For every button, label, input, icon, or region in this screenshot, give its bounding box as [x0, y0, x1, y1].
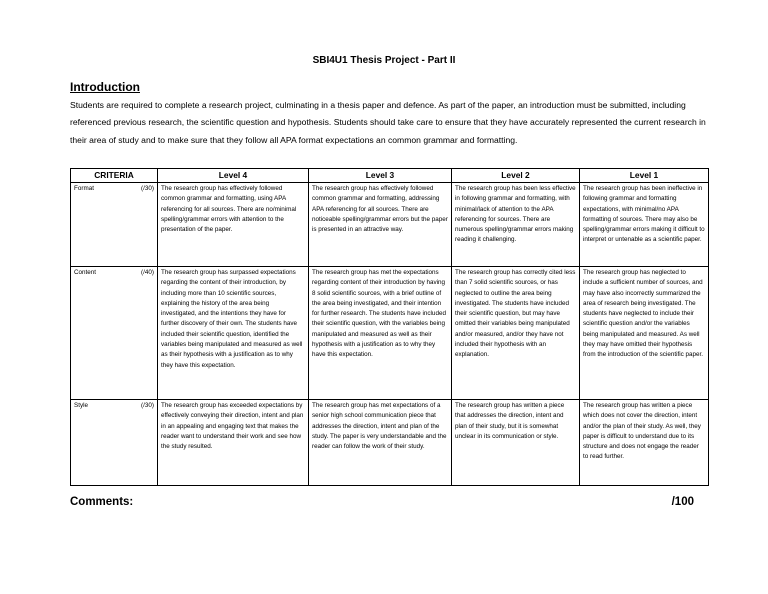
rubric-row-style — [71, 400, 709, 486]
rubric-row-format — [71, 183, 709, 267]
criterion-name: Style — [74, 402, 88, 409]
criterion-cell — [71, 183, 158, 267]
level-3-descriptor: The research group has effectively followed common grammar and formatting, addressing APA referencing for all sources. There are noticeable spelling/grammar errors but the paper is presented in an attractive way. — [309, 183, 452, 267]
header-level-1: Level 1 — [580, 169, 709, 183]
intro-paragraph: Students are required to complete a research project, culminating in a thesis paper and defence. As part of the paper, an introduction must be submitted, including referenced previous research, the scientific question and hypothesis. Students should take care to ensure that they have accurately represented the current research in their area of study and to make sure that they follow all APA format expectations an common grammar and formatting. — [70, 100, 706, 145]
comments-footer — [70, 496, 694, 508]
criterion-name: Format — [74, 185, 94, 192]
comments-label: Comments: — [70, 496, 134, 508]
level-1-descriptor: The research group has written a piece which does not cover the direction, intent and/or the plan of their study. As well, they paper is difficult to understand due to its structure and does not engage the reader to read further. — [580, 400, 709, 486]
level-4-descriptor: The research group has surpassed expectations regarding the content of their introduction, by including more than 10 scientific sources, explaining the history of the area being investigated, and the intentions they have for further discovery of their own. The students have included their scientific question, identified the variables being manipulated and measured as well as their hypothesis with a justification as to why they have this expectation. — [158, 267, 309, 400]
rubric-table — [70, 168, 709, 486]
document-title: SBI4U1 Thesis Project - Part II — [312, 55, 456, 66]
level-2-descriptor: The research group has correctly cited less than 7 solid scientific sources, or has neglected to outline the area being investigated. The students have included their scientific question, but may have omitted their variables being manipulated and/or measured, and/or they have not included their hypothesis with an explanation. — [452, 267, 580, 400]
level-2-descriptor: The research group has been less effective in following grammar and formatting, with minimal/lack of attention to the APA referencing for sources. There are numerous spelling/grammar errors making reading it challenging. — [452, 183, 580, 267]
level-1-descriptor: The research group has been ineffective in following grammar and formatting expectations, with minimal/no APA formatting of sources. There may also be spelling/grammar errors making it difficult to interpret or untenable as a scientific paper. — [580, 183, 709, 267]
criterion-name: Content — [74, 269, 97, 276]
header-level-3: Level 3 — [309, 169, 452, 183]
level-3-descriptor: The research group has met the expectations regarding content of their introduction by having 8 solid scientific sources, with a brief outline of the area being investigated, and their intention for further research. The students have included their scientific question, with the variables being manipulated and measured as well as their hypothesis with a justification as to why they have this expectation. — [309, 267, 452, 400]
total-marks: /100 — [671, 496, 694, 508]
rubric-row-content — [71, 267, 709, 400]
section-heading: Introduction — [70, 80, 140, 94]
level-2-descriptor: The research group has written a piece that addresses the direction, intent and plan of their study, but it is somewhat unclear in its communication or style. — [452, 400, 580, 486]
criterion-cell — [71, 267, 158, 400]
criterion-cell — [71, 400, 158, 486]
criterion-marks: (/30) — [141, 185, 154, 192]
level-3-descriptor: The research group has met expectations of a senior high school communication piece that addresses the direction, intent and plan of the study. The paper is very understandable and the reader can follow the work of their study. — [309, 400, 452, 486]
header-criteria: CRITERIA — [71, 169, 158, 183]
criterion-marks: (/40) — [141, 269, 154, 276]
level-4-descriptor: The research group has effectively followed common grammar and formatting, using APA referencing for all sources. There are no/minimal spelling/grammar errors with attention to the presentation of the paper. — [158, 183, 309, 267]
criterion-marks: (/30) — [141, 402, 154, 409]
level-1-descriptor: The research group has neglected to include a sufficient number of sources, and may have also incorrectly summarized the area of research being investigated. The students have neglected to include their scientific question and/or the variables being manipulated and measured. As well they may have omitted their hypothesis from the introduction of the scientific paper. — [580, 267, 709, 400]
rubric-header-row — [71, 169, 709, 183]
header-level-2: Level 2 — [452, 169, 580, 183]
level-4-descriptor: The research group has exceeded expectations by effectively conveying their direction, intent and plan in an appealing and engaging text that makes the reader want to understand their work and see how the study resulted. — [158, 400, 309, 486]
header-level-4: Level 4 — [158, 169, 309, 183]
